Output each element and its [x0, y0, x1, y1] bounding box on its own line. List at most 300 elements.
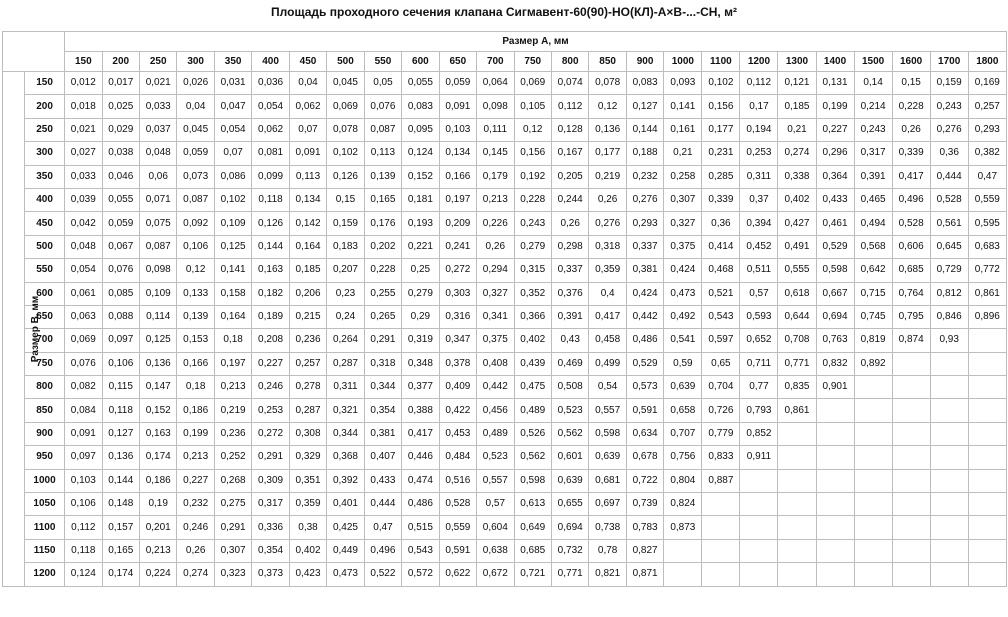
area-cell: [778, 469, 816, 492]
size-b-header: 500: [25, 235, 65, 258]
area-cell: 0,321: [327, 399, 364, 422]
area-cell: 0,278: [289, 376, 326, 399]
area-cell: 0,486: [402, 493, 439, 516]
area-cell: 0,591: [626, 399, 663, 422]
area-cell: 0,274: [177, 563, 214, 586]
area-cell: 0,097: [65, 446, 102, 469]
area-cell: 0,192: [514, 165, 551, 188]
size-a-header: 300: [177, 52, 214, 72]
area-cell: [892, 516, 930, 539]
area-cell: 0,739: [626, 493, 663, 516]
size-b-header: 300: [25, 142, 65, 165]
area-cell: 0,901: [816, 376, 854, 399]
table-row: [3, 446, 1007, 469]
area-cell: [816, 469, 854, 492]
area-cell: 0,439: [514, 352, 551, 375]
size-a-header: 800: [551, 52, 588, 72]
area-cell: 0,033: [139, 95, 176, 118]
area-cell: 0,339: [702, 188, 740, 211]
area-cell: 0,095: [402, 118, 439, 141]
area-cell: 0,36: [930, 142, 968, 165]
area-cell: [778, 422, 816, 445]
area-cell: 0,159: [930, 72, 968, 95]
area-cell: 0,298: [551, 235, 588, 258]
area-cell: 0,169: [968, 72, 1006, 95]
area-cell: 0,219: [214, 399, 251, 422]
area-cell: 0,213: [177, 446, 214, 469]
area-cell: 0,541: [664, 329, 702, 352]
area-cell: 0,194: [740, 118, 778, 141]
area-cell: 0,109: [214, 212, 251, 235]
area-cell: 0,293: [626, 212, 663, 235]
area-cell: 0,871: [626, 563, 663, 586]
area-cell: 0,694: [551, 516, 588, 539]
area-cell: 0,232: [177, 493, 214, 516]
area-cell: 0,208: [252, 329, 289, 352]
area-cell: [816, 422, 854, 445]
area-cell: 0,496: [364, 539, 401, 562]
size-a-header: 1700: [930, 52, 968, 72]
area-cell: 0,402: [778, 188, 816, 211]
area-cell: 0,055: [102, 188, 139, 211]
area-cell: 0,861: [778, 399, 816, 422]
area-cell: 0,124: [402, 142, 439, 165]
area-cell: 0,555: [778, 259, 816, 282]
area-cell: [930, 399, 968, 422]
area-cell: 0,613: [514, 493, 551, 516]
area-cell: 0,272: [439, 259, 476, 282]
area-cell: 0,433: [816, 188, 854, 211]
area-cell: 0,145: [477, 142, 514, 165]
area-cell: 0,197: [214, 352, 251, 375]
area-cell: 0,475: [514, 376, 551, 399]
area-cell: 0,294: [477, 259, 514, 282]
area-cell: 0,401: [327, 493, 364, 516]
area-cell: 0,65: [702, 352, 740, 375]
area-cell: 0,694: [816, 305, 854, 328]
area-cell: 0,458: [589, 329, 626, 352]
area-cell: 0,772: [968, 259, 1006, 282]
area-cell: 0,26: [551, 212, 588, 235]
area-cell: 0,12: [589, 95, 626, 118]
area-cell: [854, 446, 892, 469]
area-cell: 0,224: [139, 563, 176, 586]
area-cell: 0,113: [289, 165, 326, 188]
area-cell: 0,523: [477, 446, 514, 469]
table-row: [3, 142, 1007, 165]
table-row: [3, 539, 1007, 562]
area-cell: 0,048: [139, 142, 176, 165]
area-cell: 0,57: [477, 493, 514, 516]
area-cell: 0,23: [327, 282, 364, 305]
area-cell: 0,045: [327, 72, 364, 95]
area-cell: 0,442: [626, 305, 663, 328]
area-cell: 0,562: [514, 446, 551, 469]
area-cell: 0,221: [402, 235, 439, 258]
area-cell: 0,597: [702, 329, 740, 352]
area-cell: 0,067: [102, 235, 139, 258]
area-cell: 0,494: [854, 212, 892, 235]
area-cell: 0,341: [477, 305, 514, 328]
area-cell: 0,142: [289, 212, 326, 235]
area-cell: 0,291: [214, 516, 251, 539]
area-cell: 0,287: [327, 352, 364, 375]
table-row: [3, 516, 1007, 539]
area-cell: 0,126: [327, 165, 364, 188]
area-cell: 0,468: [702, 259, 740, 282]
area-cell: 0,134: [439, 142, 476, 165]
area-cell: 0,157: [102, 516, 139, 539]
area-cell: 0,062: [289, 95, 326, 118]
table-row: [3, 95, 1007, 118]
area-cell: 0,144: [626, 118, 663, 141]
area-cell: 0,073: [177, 165, 214, 188]
area-cell: 0,655: [551, 493, 588, 516]
area-cell: 0,832: [816, 352, 854, 375]
table-row: [3, 188, 1007, 211]
area-cell: 0,25: [402, 259, 439, 282]
table-row: [3, 422, 1007, 445]
area-cell: 0,213: [139, 539, 176, 562]
area-cell: 0,227: [816, 118, 854, 141]
area-cell: 0,622: [439, 563, 476, 586]
area-cell: 0,522: [364, 563, 401, 586]
area-cell: 0,348: [402, 352, 439, 375]
area-cell: 0,152: [402, 165, 439, 188]
area-cell: 0,496: [892, 188, 930, 211]
area-cell: 0,272: [252, 422, 289, 445]
area-cell: 0,215: [289, 305, 326, 328]
area-cell: 0,153: [177, 329, 214, 352]
area-cell: 0,054: [252, 95, 289, 118]
area-cell: 0,26: [892, 118, 930, 141]
area-cell: 0,508: [551, 376, 588, 399]
area-cell: 0,287: [289, 399, 326, 422]
area-cell: 0,511: [740, 259, 778, 282]
area-cell: 0,409: [439, 376, 476, 399]
area-cell: 0,199: [177, 422, 214, 445]
area-cell: 0,083: [626, 72, 663, 95]
area-cell: 0,136: [139, 352, 176, 375]
area-cell: 0,091: [289, 142, 326, 165]
area-cell: 0,087: [177, 188, 214, 211]
area-cell: 0,38: [289, 516, 326, 539]
area-cell: 0,18: [214, 329, 251, 352]
area-cell: 0,685: [514, 539, 551, 562]
area-cell: 0,163: [139, 422, 176, 445]
area-cell: 0,156: [702, 95, 740, 118]
size-b-header: 800: [25, 376, 65, 399]
area-cell: 0,598: [816, 259, 854, 282]
area-cell: 0,046: [102, 165, 139, 188]
area-cell: 0,126: [252, 212, 289, 235]
size-a-header: 1600: [892, 52, 930, 72]
area-cell: 0,359: [589, 259, 626, 282]
area-cell: 0,125: [139, 329, 176, 352]
area-cell: 0,091: [439, 95, 476, 118]
area-cell: 0,15: [327, 188, 364, 211]
area-cell: [930, 516, 968, 539]
size-a-header: 750: [514, 52, 551, 72]
area-cell: 0,793: [740, 399, 778, 422]
area-cell: 0,276: [626, 188, 663, 211]
area-cell: 0,354: [364, 399, 401, 422]
size-a-header: 350: [214, 52, 251, 72]
area-cell: [854, 539, 892, 562]
area-cell: 0,543: [702, 305, 740, 328]
area-cell: 0,226: [477, 212, 514, 235]
area-cell: 0,309: [252, 469, 289, 492]
table-row: [3, 165, 1007, 188]
area-cell: [892, 422, 930, 445]
area-cell: [854, 376, 892, 399]
area-cell: 0,156: [514, 142, 551, 165]
area-cell: [892, 493, 930, 516]
area-cell: 0,559: [968, 188, 1006, 211]
area-cell: 0,499: [589, 352, 626, 375]
area-cell: 0,086: [214, 165, 251, 188]
size-b-header: 1200: [25, 563, 65, 586]
area-cell: 0,47: [968, 165, 1006, 188]
area-cell: 0,128: [551, 118, 588, 141]
area-cell: 0,227: [177, 469, 214, 492]
area-cell: 0,243: [930, 95, 968, 118]
area-cell: 0,484: [439, 446, 476, 469]
area-cell: 0,303: [439, 282, 476, 305]
size-a-header: 500: [327, 52, 364, 72]
area-cell: 0,523: [551, 399, 588, 422]
area-cell: 0,795: [892, 305, 930, 328]
header-row-title: [3, 32, 1007, 52]
area-cell: 0,055: [402, 72, 439, 95]
area-cell: 0,21: [778, 118, 816, 141]
area-cell: 0,368: [327, 446, 364, 469]
area-cell: 0,402: [514, 329, 551, 352]
area-cell: 0,366: [514, 305, 551, 328]
area-cell: 0,106: [177, 235, 214, 258]
area-cell: [930, 376, 968, 399]
area-cell: 0,291: [364, 329, 401, 352]
table-row: [3, 235, 1007, 258]
area-cell: 0,139: [177, 305, 214, 328]
area-cell: [702, 539, 740, 562]
area-cell: 0,285: [702, 165, 740, 188]
area-cell: 0,186: [177, 399, 214, 422]
table-row: [3, 305, 1007, 328]
area-cell: 0,201: [139, 516, 176, 539]
area-cell: 0,257: [289, 352, 326, 375]
area-cell: 0,147: [139, 376, 176, 399]
area-cell: 0,059: [177, 142, 214, 165]
table-row: [3, 563, 1007, 586]
size-b-header: 450: [25, 212, 65, 235]
area-cell: 0,236: [289, 329, 326, 352]
area-cell: 0,336: [252, 516, 289, 539]
area-cell: 0,246: [177, 516, 214, 539]
area-cell: 0,29: [402, 305, 439, 328]
area-cell: 0,121: [778, 72, 816, 95]
area-cell: [968, 399, 1006, 422]
area-cell: 0,14: [854, 72, 892, 95]
area-cell: 0,327: [477, 282, 514, 305]
area-cell: 0,099: [252, 165, 289, 188]
area-cell: 0,075: [139, 212, 176, 235]
area-cell: 0,526: [514, 422, 551, 445]
area-cell: 0,307: [664, 188, 702, 211]
area-cell: 0,042: [65, 212, 102, 235]
area-cell: 0,048: [65, 235, 102, 258]
area-cell: 0,352: [514, 282, 551, 305]
area-cell: 0,026: [177, 72, 214, 95]
area-cell: 0,177: [702, 118, 740, 141]
area-cell: 0,764: [892, 282, 930, 305]
area-cell: [930, 446, 968, 469]
size-a-header: 700: [477, 52, 514, 72]
area-cell: 0,381: [364, 422, 401, 445]
area-cell: 0,118: [102, 399, 139, 422]
size-a-header: 1100: [702, 52, 740, 72]
area-cell: [854, 469, 892, 492]
area-cell: [740, 539, 778, 562]
area-cell: [816, 399, 854, 422]
area-cell: [892, 539, 930, 562]
area-cell: 0,181: [402, 188, 439, 211]
area-cell: 0,228: [892, 95, 930, 118]
area-cell: 0,209: [439, 212, 476, 235]
area-cell: 0,084: [65, 399, 102, 422]
area-cell: 0,911: [740, 446, 778, 469]
area-cell: 0,078: [589, 72, 626, 95]
area-cell: 0,103: [439, 118, 476, 141]
area-cell: 0,763: [816, 329, 854, 352]
area-cell: 0,185: [778, 95, 816, 118]
area-cell: 0,021: [139, 72, 176, 95]
area-cell: 0,315: [514, 259, 551, 282]
size-b-axis-label-text: Размер В, мм: [30, 295, 42, 362]
table-title: Площадь проходного сечения клапана Сигмавент-60(90)-НО(КЛ)-А×В-...-СН, м²: [271, 5, 737, 19]
area-cell: 0,103: [65, 469, 102, 492]
area-cell: 0,102: [327, 142, 364, 165]
area-cell: 0,373: [252, 563, 289, 586]
area-cell: 0,088: [102, 305, 139, 328]
area-cell: 0,291: [252, 446, 289, 469]
size-a-header: 150: [65, 52, 102, 72]
area-cell: 0,124: [65, 563, 102, 586]
size-a-header: 650: [439, 52, 476, 72]
area-cell: 0,491: [778, 235, 816, 258]
table-row: [3, 399, 1007, 422]
area-cell: 0,887: [702, 469, 740, 492]
area-cell: 0,726: [702, 399, 740, 422]
area-table: [2, 31, 1007, 587]
area-cell: 0,422: [439, 399, 476, 422]
area-cell: 0,892: [854, 352, 892, 375]
area-cell: [740, 469, 778, 492]
area-cell: 0,243: [514, 212, 551, 235]
area-cell: 0,045: [177, 118, 214, 141]
area-cell: 0,18: [177, 376, 214, 399]
area-cell: 0,017: [102, 72, 139, 95]
area-cell: 0,561: [930, 212, 968, 235]
area-cell: [740, 493, 778, 516]
table-row: [3, 282, 1007, 305]
area-cell: [778, 516, 816, 539]
area-cell: 0,102: [214, 188, 251, 211]
area-cell: 0,529: [816, 235, 854, 258]
area-cell: [740, 516, 778, 539]
area-cell: 0,177: [589, 142, 626, 165]
area-cell: 0,176: [364, 212, 401, 235]
area-cell: [892, 399, 930, 422]
area-cell: 0,174: [102, 563, 139, 586]
area-cell: 0,489: [514, 399, 551, 422]
area-cell: 0,158: [214, 282, 251, 305]
area-cell: 0,407: [364, 446, 401, 469]
area-cell: 0,04: [289, 72, 326, 95]
area-cell: 0,708: [778, 329, 816, 352]
table-row: [3, 212, 1007, 235]
area-cell: 0,446: [402, 446, 439, 469]
area-cell: 0,649: [514, 516, 551, 539]
area-cell: 0,354: [252, 539, 289, 562]
area-cell: 0,253: [740, 142, 778, 165]
area-cell: 0,417: [589, 305, 626, 328]
size-b-header: 900: [25, 422, 65, 445]
area-cell: 0,213: [214, 376, 251, 399]
area-cell: [702, 493, 740, 516]
area-cell: 0,031: [214, 72, 251, 95]
area-cell: [968, 539, 1006, 562]
area-cell: 0,57: [740, 282, 778, 305]
area-cell: 0,359: [289, 493, 326, 516]
area-cell: 0,04: [177, 95, 214, 118]
area-cell: 0,062: [252, 118, 289, 141]
area-cell: 0,164: [289, 235, 326, 258]
area-cell: 0,36: [702, 212, 740, 235]
area-cell: 0,139: [364, 165, 401, 188]
area-cell: 0,265: [364, 305, 401, 328]
area-cell: 0,391: [854, 165, 892, 188]
area-cell: 0,307: [214, 539, 251, 562]
area-cell: 0,337: [626, 235, 663, 258]
area-cell: 0,812: [930, 282, 968, 305]
size-a-header: 550: [364, 52, 401, 72]
area-cell: 0,473: [327, 563, 364, 586]
area-cell: 0,572: [402, 563, 439, 586]
size-a-header: 450: [289, 52, 326, 72]
area-cell: [854, 516, 892, 539]
area-cell: 0,711: [740, 352, 778, 375]
area-cell: 0,197: [439, 188, 476, 211]
table-row: [3, 259, 1007, 282]
area-cell: 0,047: [214, 95, 251, 118]
size-b-header: 1100: [25, 516, 65, 539]
area-cell: 0,683: [968, 235, 1006, 258]
area-cell: 0,131: [816, 72, 854, 95]
area-cell: 0,161: [664, 118, 702, 141]
area-cell: 0,214: [854, 95, 892, 118]
area-cell: [892, 446, 930, 469]
area-cell: [816, 516, 854, 539]
area-cell: 0,465: [854, 188, 892, 211]
area-cell: 0,029: [102, 118, 139, 141]
area-cell: 0,394: [740, 212, 778, 235]
area-cell: 0,258: [664, 165, 702, 188]
size-a-header: 1300: [778, 52, 816, 72]
area-cell: 0,557: [589, 399, 626, 422]
size-a-header: 1500: [854, 52, 892, 72]
area-cell: 0,166: [439, 165, 476, 188]
